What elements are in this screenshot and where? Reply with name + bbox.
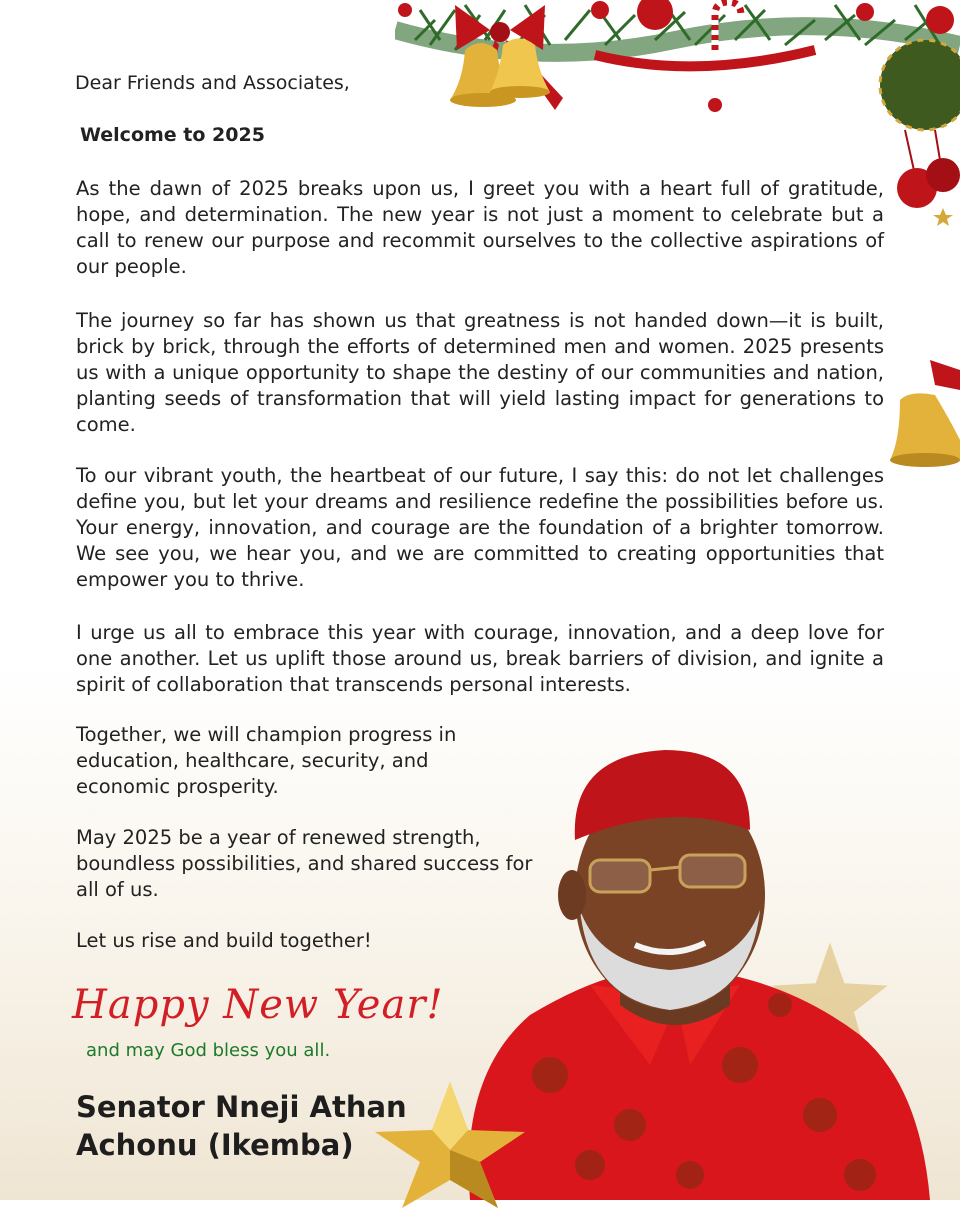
- paragraph: May 2025 be a year of renewed strength, boundless possibilities, and shared success for all of us.: [76, 826, 533, 901]
- bells-icon: [890, 360, 960, 470]
- happy-new-year-greeting: Happy New Year!: [72, 982, 444, 1028]
- paragraph: The journey so far has shown us that greatness is not handed down—it is built, brick by brick, through the efforts of determined men and women. 2025 presents us with a unique opportunity to shape the destiny of our communities and nation, planting seeds of transformation that will yield lasting impact for generations to come.: [76, 309, 884, 436]
- paragraph: To our vibrant youth, the heartbeat of our future, I say this: do not let challenges define you, but let your dreams and resilience redefine the possibilities before us. Your energy, innovation, and courage are the foundation of a brighter tomorrow. We see you, we hear you, and we are committed to creating opportunities that empower you to thrive.: [76, 464, 884, 591]
- letter-subject: Welcome to 2025: [80, 124, 265, 146]
- closing-line: Let us rise and build together!: [76, 929, 372, 952]
- salutation: Dear Friends and Associates,: [75, 72, 350, 94]
- blessing-line: and may God bless you all.: [86, 1040, 331, 1061]
- paragraph: I urge us all to embrace this year with courage, innovation, and a deep love for one another. Let us uplift those around us, break barriers of division, and ignite a spirit of collaboration that transcends personal interests.: [76, 621, 884, 696]
- signature-name: Senator Nneji Athan Achonu (Ikemba): [76, 1090, 407, 1162]
- paragraph: As the dawn of 2025 breaks upon us, I greet you with a heart full of gratitude, hope, and determination. The new year is not just a moment to celebrate but a call to renew our purpose and recommit ourselves to the collective aspirations of our people.: [76, 177, 884, 278]
- paragraph: Together, we will champion progress in education, healthcare, security, and economic prosperity.: [76, 723, 457, 798]
